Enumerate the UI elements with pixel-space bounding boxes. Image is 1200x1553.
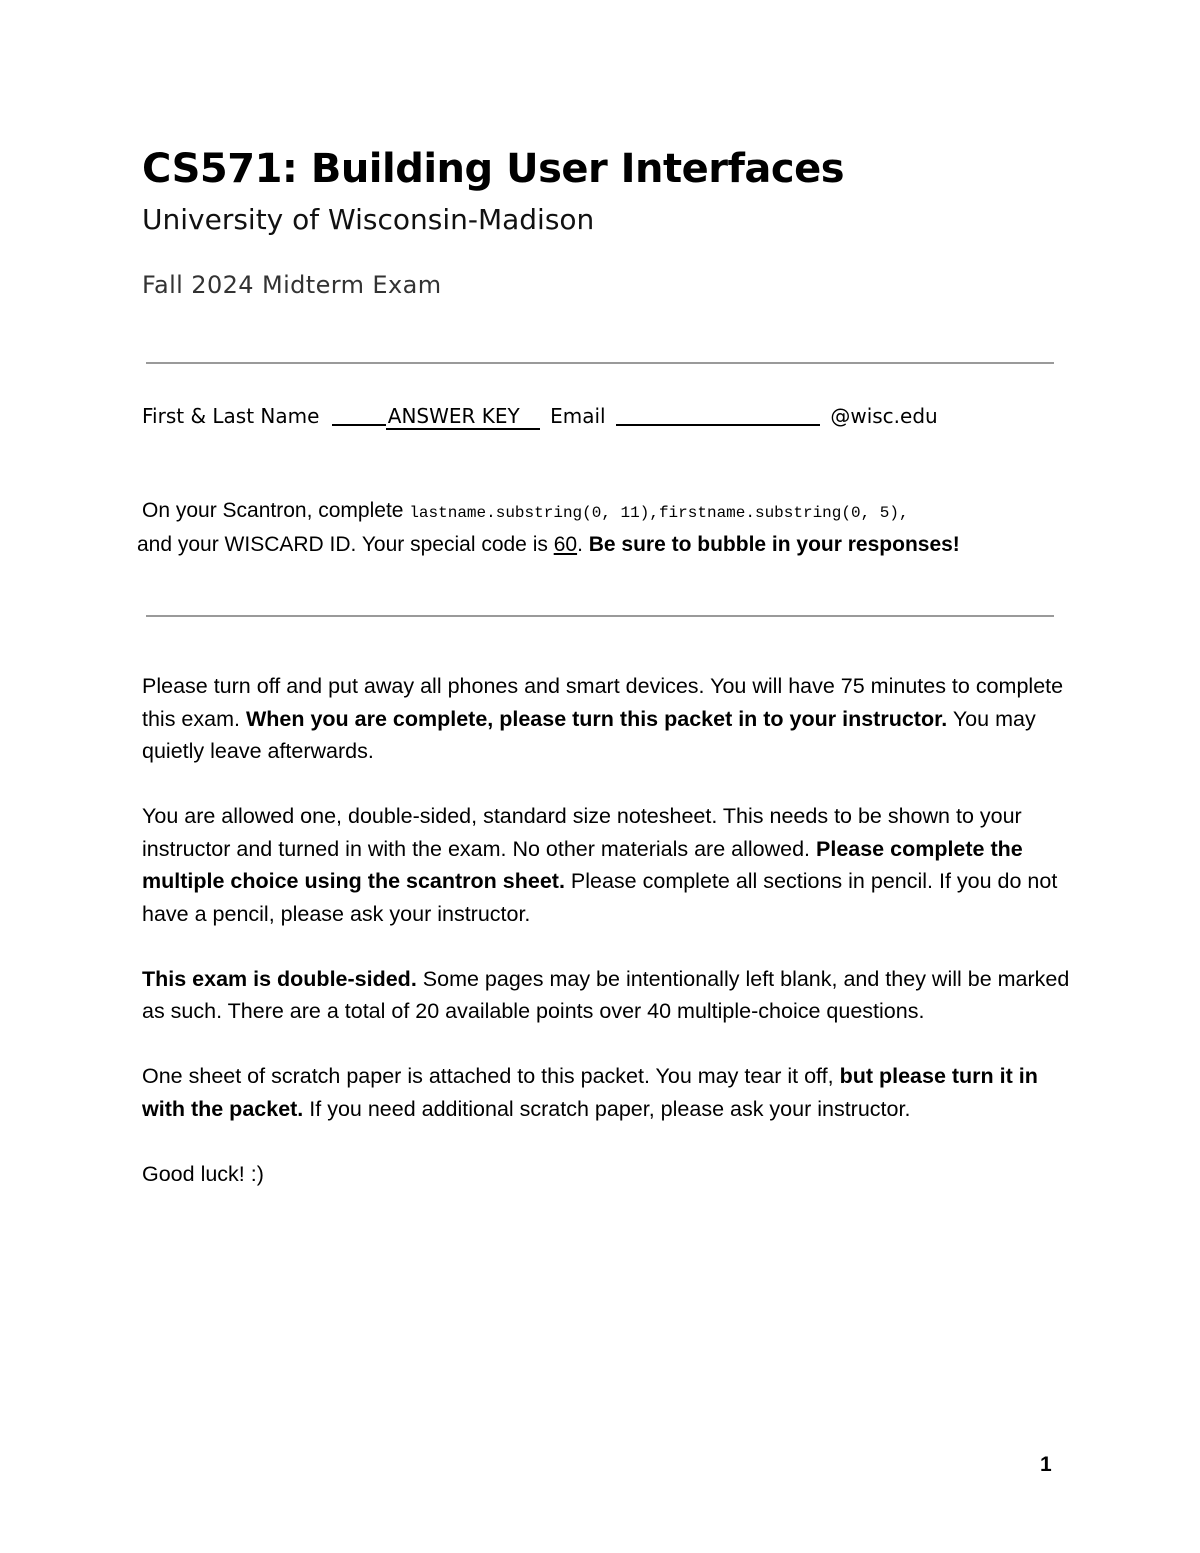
- instruction-text: Please turn off and put away all phones and smart devices. You will have 75 minutes to complete this exam.: [142, 674, 1064, 731]
- scantron-dot: .: [577, 533, 589, 556]
- email-field-blank: [616, 424, 820, 426]
- student-info-line: [142, 400, 938, 432]
- scantron-code-expression: lastname.substring(0, 11),firstname.substring(0, 5),: [409, 504, 909, 522]
- page-number: 1: [1040, 1453, 1052, 1476]
- divider-top: [146, 362, 1054, 364]
- instruction-text: You may quietly leave afterwards.: [142, 706, 1036, 763]
- email-label: Email: [550, 404, 606, 428]
- closing-line: Good luck! :): [142, 1161, 264, 1186]
- instruction-text: One sheet of scratch paper is attached to this packet. You may tear it off,: [142, 1064, 840, 1088]
- instruction-paragraph-format: [142, 963, 1072, 1028]
- exam-term: Fall 2024 Midterm Exam: [142, 271, 442, 299]
- scantron-mid: and your WISCARD ID. Your special code is: [137, 533, 554, 556]
- scantron-instructions: [137, 495, 1072, 561]
- scantron-emphasis: Be sure to bubble in your responses!: [588, 533, 960, 556]
- scantron-intro: On your Scantron, complete: [142, 499, 410, 522]
- instruction-text: If you need additional scratch paper, please ask your instructor.: [303, 1096, 911, 1121]
- instruction-emphasis: but please turn it in with the packet.: [142, 1064, 1038, 1121]
- name-blank-underline: [332, 424, 386, 426]
- name-field-value: ANSWER KEY: [386, 404, 540, 430]
- instruction-text: Some pages may be intentionally left blank, and they will be marked as such. There are a total of 20 available points over 40 multiple-choice questions.: [142, 966, 1070, 1023]
- instruction-paragraph-notesheet: [142, 800, 1072, 930]
- instruction-emphasis: This exam is double-sided.: [142, 966, 417, 991]
- instruction-paragraph-devices: [142, 670, 1072, 768]
- institution-name: University of Wisconsin-Madison: [142, 203, 595, 236]
- instruction-paragraph-scratch: [142, 1060, 1072, 1125]
- instruction-emphasis: When you are complete, please turn this packet in to your instructor.: [245, 706, 948, 731]
- instruction-emphasis: Please complete the multiple choice using the scantron sheet.: [142, 836, 1023, 893]
- name-label: First & Last Name: [142, 404, 320, 428]
- exam-instructions: [142, 670, 1072, 1223]
- instruction-text: Please complete all sections in pencil. If you do not have a pencil, please ask your instructor.: [142, 869, 1058, 926]
- instruction-text: You are allowed one, double-sided, standard size notesheet. This needs to be shown to your instructor and turned in with the exam. No other materials are allowed.: [142, 804, 1022, 861]
- email-suffix: @wisc.edu: [830, 404, 938, 428]
- special-code: 60: [553, 533, 578, 556]
- divider-bottom: [146, 615, 1054, 617]
- course-title: CS571: Building User Interfaces: [142, 146, 845, 192]
